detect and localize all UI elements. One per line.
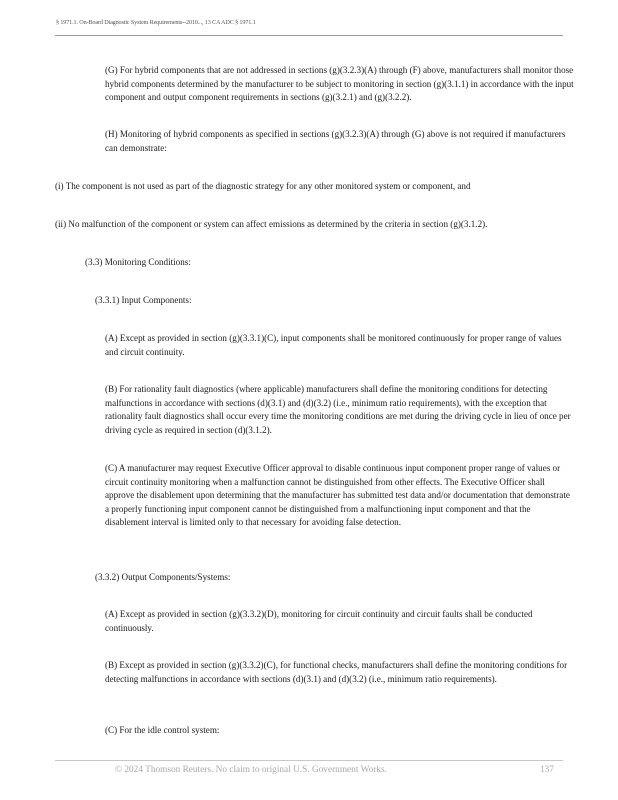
subsection-heading-output-components: (3.3.2) Output Components/Systems: xyxy=(95,572,231,582)
paragraph-output-c: (C) For the idle control system: xyxy=(105,725,220,735)
paragraph-h-hybrid-monitoring-exemption: (H) Monitoring of hybrid components as specified in sections (g)(3.2.3)(A) through (G) above is not required if manufacturers can demonstrate: xyxy=(105,129,566,153)
paragraph-g-hybrid-components: (G) For hybrid components that are not addressed in sections (g)(3.2.3)(A) through (F) above, manufacturers shall monitor those hybrid components determined by the manufacturer to be subject to monitoring in section (g)(3.1.1) in accordance with the input component and output component requirements in sections (g)(3.2.1) and (g)(3.2.2). xyxy=(105,65,574,102)
footer-divider xyxy=(55,760,563,761)
paragraph-input-b: (B) For rationality fault diagnostics (where applicable) manufacturers shall define the monitoring conditions for detecting malfunctions in accordance with sections (d)(3.1) and (d)(3.2) (i.e., minimum ratio requirements), with the exception that rationality fault diagnostics shall occur every time the monitoring conditions are met during the driving cycle in lieu of once per driving cycle as required in section (d)(3.1.2). xyxy=(105,384,571,435)
paragraph-output-a: (A) Except as provided in section (g)(3.3.2)(D), monitoring for circuit continuity and circuit faults shall be conducted continuously. xyxy=(105,609,533,633)
running-header: § 1971.1. On-Board Diagnostic System Requirements--2010..., 13 CA ADC § 1971.1 xyxy=(56,19,256,26)
subsection-heading-input-components: (3.3.1) Input Components: xyxy=(95,295,192,305)
footer-copyright: © 2024 Thomson Reuters. No claim to original U.S. Government Works. xyxy=(115,765,387,775)
section-heading-monitoring-conditions: (3.3) Monitoring Conditions: xyxy=(85,257,191,267)
paragraph-input-a: (A) Except as provided in section (g)(3.3.1)(C), input components shall be monitored continuously for proper range of values and circuit continuity. xyxy=(105,333,562,357)
paragraph-output-b: (B) Except as provided in section (g)(3.3.2)(C), for functional checks, manufacturers shall define the monitoring conditions for detecting malfunctions in accordance with sections (d)(3.1) and (d)(3.2) (i.e., minimum ratio requirements). xyxy=(105,660,568,684)
header-divider xyxy=(55,35,563,36)
paragraph-i-component-not-used: (i) The component is not used as part of the diagnostic strategy for any other monitored system or component, and xyxy=(55,181,471,191)
paragraph-input-c: (C) A manufacturer may request Executive Officer approval to disable continuous input component proper range of values or circuit continuity monitoring when a malfunction cannot be distinguished from other effects. The Executive Officer shall approve the disablement upon determining that the manufacturer has submitted test data and/or documentation that demonstrate a properly functioning input component cannot be distinguished from a malfunctioning input component and that the disablement interval is limited only to that necessary for avoiding false detection. xyxy=(105,463,570,527)
paragraph-ii-no-malfunction: (ii) No malfunction of the component or system can affect emissions as determined by the criteria in section (g)(3.1.2). xyxy=(55,219,488,229)
page-number: 137 xyxy=(540,765,554,775)
